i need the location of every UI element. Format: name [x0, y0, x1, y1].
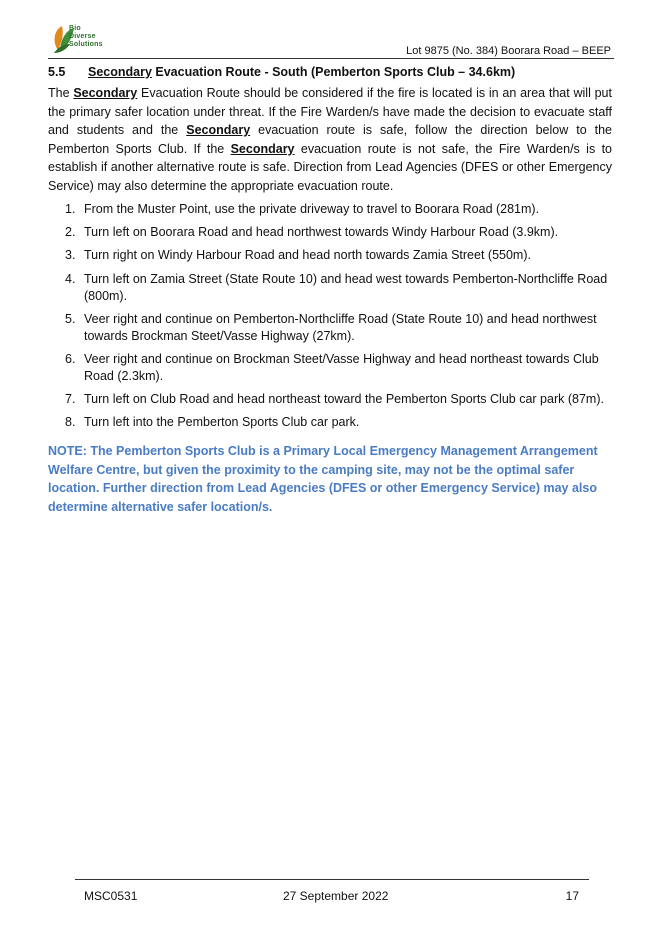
- section-heading: [48, 65, 618, 79]
- note-callout: NOTE: The Pemberton Sports Club is a Primary Local Emergency Management Arrangement Welfare Centre, but given the proximity to the camping site, may not be the optimal safer location. Further direction from Lead Agencies (DFES or other Emergency Service) may also determine alternative safer location/s.: [48, 444, 598, 514]
- list-item: 5. Veer right and continue on Pemberton-Northcliffe Road (State Route 10) and head northwest towards Brockman Steet/Vasse Highway (27km).: [65, 311, 597, 343]
- secondary-emphasis: Secondary: [186, 123, 251, 138]
- logo-wordmark: Bio Diverse Solutions: [69, 25, 103, 48]
- list-item: 8. Turn left into the Pemberton Sports Club car park.: [65, 415, 360, 430]
- document-reference: Lot 9875 (No. 384) Boorara Road – BEEP: [406, 45, 611, 57]
- section-title-emphasis: Secondary: [88, 65, 152, 79]
- secondary-emphasis: Secondary: [73, 86, 138, 100]
- secondary-emphasis: Secondary: [230, 141, 295, 156]
- list-item: 1. From the Muster Point, use the private driveway to travel to Boorara Road (281m).: [65, 202, 540, 216]
- list-item: 2. Turn left on Boorara Road and head northwest towards Windy Harbour Road (3.9km).: [65, 225, 559, 240]
- list-item: 3. Turn right on Windy Harbour Road and head north towards Zamia Street (550m).: [65, 248, 531, 263]
- page-number: 17: [565, 889, 579, 903]
- footer-doc-code: MSC0531: [84, 889, 138, 903]
- list-item: 6. Veer right and continue on Brockman Steet/Vasse Highway and head northeast towards Club Road (2.3km).: [65, 351, 599, 383]
- list-item: 7. Turn left on Club Road and head northeast toward the Pemberton Sports Club car park (87m).: [65, 392, 604, 407]
- section-number: 5.5: [48, 65, 66, 79]
- section-title: Evacuation Route - South (Pemberton Sports Club – 34.6km): [151, 65, 516, 79]
- footer-date: 27 September 2022: [283, 889, 389, 903]
- intro-paragraph: The Secondary Evacuation Route should be considered if the fire is located is in an area that will put the primary safer location under threat. If the Fire Warden/s have made the decision to evacuate staff and students and the Secondary evacuation route is safe, follow the direction below to the Pemberton Sports Club. If the Secondary evacuation route is not safe, the Fire Warden/s is to establish if another alternative route is safe. Direction from Lead Agencies (DFES or other Emergency Service) may also determine the appropriate evacuation route.: [48, 86, 612, 193]
- route-steps-list: [48, 201, 612, 438]
- header-divider: [48, 58, 614, 59]
- footer-divider: [75, 879, 589, 880]
- list-item: 4. Turn left on Zamia Street (State Route 10) and head west towards Pemberton-Northcliffe Road (800m).: [65, 271, 608, 303]
